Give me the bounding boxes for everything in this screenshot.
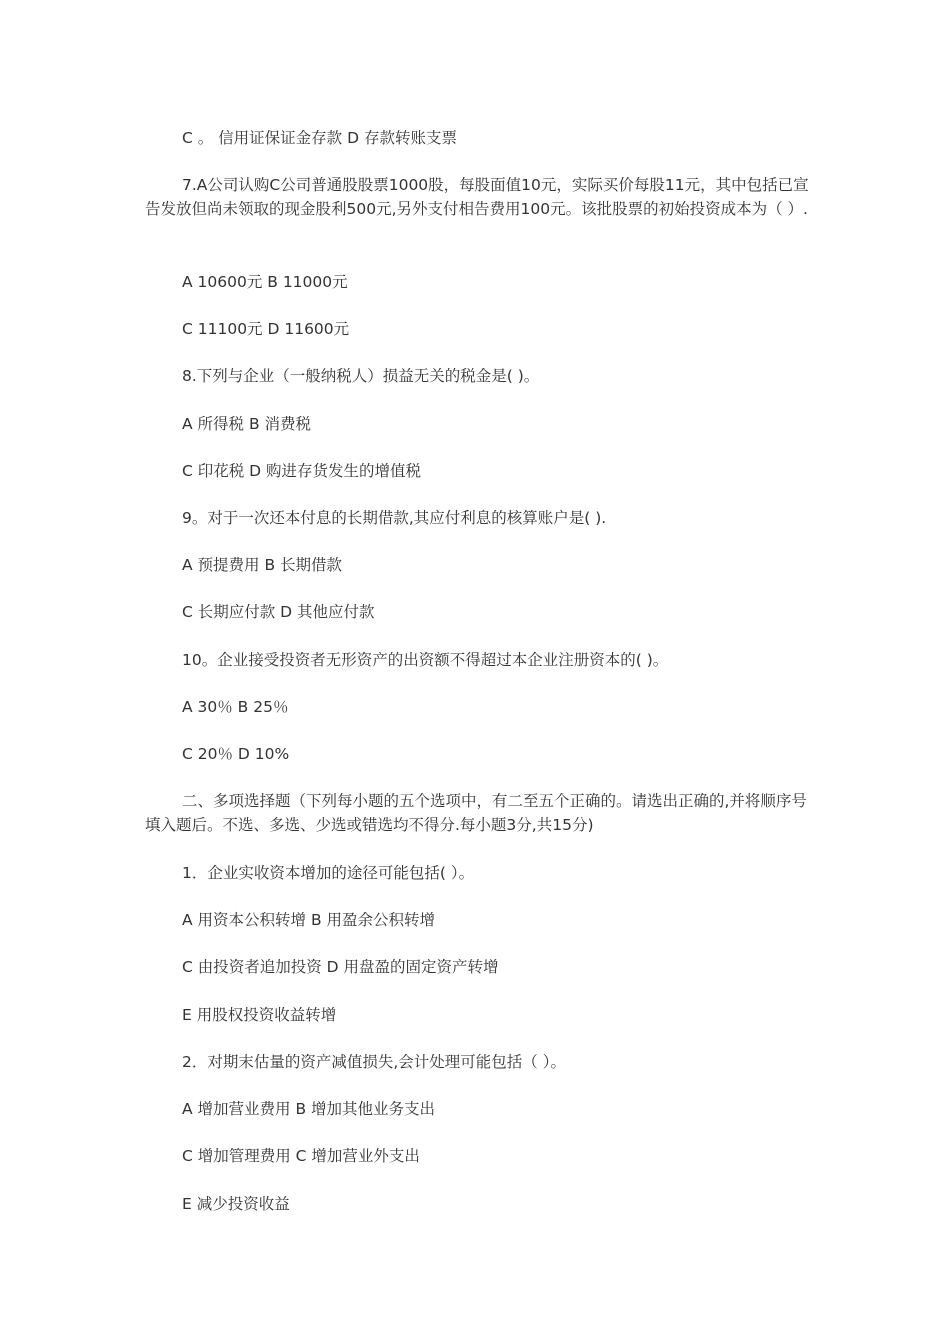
- option-line: A 增加营业费用 B 增加其他业务支出: [182, 1100, 436, 1118]
- option-line: A 30％ B 25％: [182, 698, 289, 716]
- option-line: C 长期应付款 D 其他应付款: [182, 603, 375, 621]
- option-line: C 。 信用证保证金存款 D 存款转账支票: [182, 129, 457, 147]
- option-line: A 10600元 B 11000元: [182, 273, 348, 291]
- option-line: A 用资本公积转增 B 用盈余公积转增: [182, 911, 436, 929]
- question-10: 10。企业接受投资者无形资产的出资额不得超过本企业注册资本的( )。: [182, 651, 669, 669]
- question-9: 9。对于一次还本付息的长期借款,其应付利息的核算账户是( ).: [182, 509, 607, 527]
- option-line: A 预提费用 B 长期借款: [182, 556, 343, 574]
- option-line: C 11100元 D 11600元: [182, 320, 350, 338]
- option-line: C 印花税 D 购进存货发生的增值税: [182, 462, 422, 480]
- option-line: C 20％ D 10%: [182, 745, 290, 763]
- option-line: A 所得税 B 消费税: [182, 415, 312, 433]
- question-8: 8.下列与企业（一般纳税人）损益无关的税金是( )。: [182, 367, 540, 385]
- section-heading-multiple-choice: 二、多项选择题（下列每小题的五个选项中，有二至五个正确的。请选出正确的,并将顺序号填入题后。不选、多选、少选或错选均不得分.每小题3分,共15分): [145, 792, 807, 834]
- mc-question-1: 1．企业实收资本增加的途径可能包括( ）。: [182, 864, 475, 882]
- option-line: C 由投资者追加投资 D 用盘盈的固定资产转增: [182, 958, 499, 976]
- option-line: E 减少投资收益: [182, 1195, 290, 1213]
- mc-question-2: 2．对期末估量的资产减值损失,会计处理可能包括（ ）。: [182, 1053, 566, 1071]
- option-line: E 用股权投资收益转增: [182, 1006, 337, 1024]
- option-line: C 增加管理费用 C 增加营业外支出: [182, 1147, 420, 1165]
- question-7: 7.A公司认购C公司普通股股票1000股，每股面值10元，实际买价每股11元，其中包括已宣告发放但尚未领取的现金股利500元,另外支付相告费用100元。该批股票的初始投资成本为（ ）.: [145, 176, 809, 218]
